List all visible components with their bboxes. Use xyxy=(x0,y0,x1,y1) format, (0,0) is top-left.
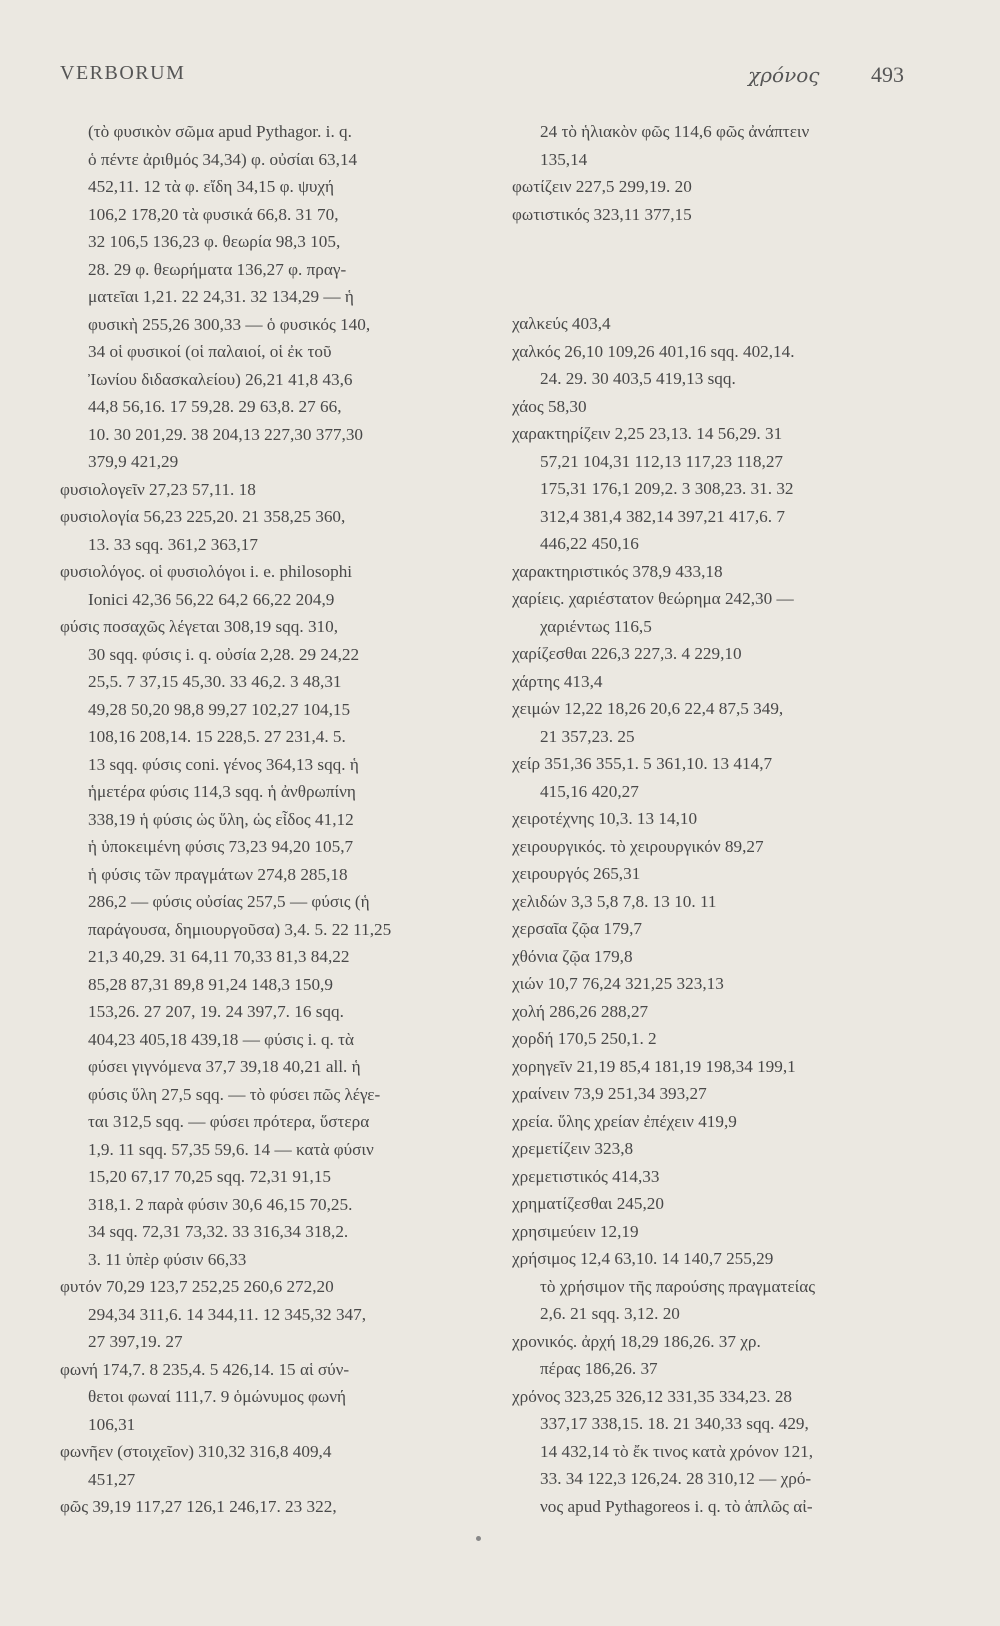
index-entry-line: φυτόν 70,29 123,7 252,25 260,6 272,20 xyxy=(60,1277,334,1296)
left-index-column xyxy=(60,118,480,1521)
index-continuation-line: ἡμετέρα φύσις 114,3 sqq. ἡ ἀνθρωπίνη xyxy=(88,782,356,801)
page-number: 493 xyxy=(871,62,904,87)
index-continuation-line: 34 οἱ φυσικοί (οἱ παλαιοί, οἱ ἐκ τοῦ xyxy=(88,342,332,361)
index-entry-line: χαρακτηρίζειν 2,25 23,13. 14 56,29. 31 xyxy=(512,424,783,443)
index-entry-line: χείρ 351,36 355,1. 5 361,10. 13 414,7 xyxy=(512,754,773,773)
index-entry-line: χρησιμεύειν 12,19 xyxy=(512,1221,639,1241)
index-continuation-line: φύσει γιγνόμενα 37,7 39,18 40,21 all. ἡ xyxy=(88,1057,361,1076)
index-continuation-line: 451,27 xyxy=(88,1469,136,1489)
index-continuation-line: φύσις ὕλη 27,5 sqq. — τὸ φύσει πῶς λέγε- xyxy=(88,1084,381,1104)
index-entry-line: χρήσιμος 12,4 63,10. 14 140,7 255,29 xyxy=(512,1249,774,1268)
index-continuation-line: 452,11. 12 τὰ φ. εἴδη 34,15 φ. ψυχή xyxy=(88,177,335,196)
index-continuation-line: 28. 29 φ. θεωρήματα 136,27 φ. πραγ- xyxy=(88,259,347,279)
index-entry-line: φυσιολογία 56,23 225,20. 21 358,25 360, xyxy=(60,507,346,526)
index-entry-line: φωνῆεν (στοιχεῖον) 310,32 316,8 409,4 xyxy=(60,1442,332,1461)
index-continuation-line: 13 sqq. φύσις coni. γένος 364,13 sqq. ἡ xyxy=(88,754,359,774)
index-continuation-line: 337,17 338,15. 18. 21 340,33 sqq. 429, xyxy=(540,1414,809,1433)
index-continuation-line: 379,9 421,29 xyxy=(88,452,179,471)
index-entry-line: χθόνια ζῷα 179,8 xyxy=(512,946,633,966)
index-continuation-line: πέρας 186,26. 37 xyxy=(540,1359,658,1378)
index-entry-line: χάος 58,30 xyxy=(512,396,587,416)
index-entry-line: χαλκός 26,10 109,26 401,16 sqq. 402,14. xyxy=(512,341,795,361)
index-continuation-line: 108,16 208,14. 15 228,5. 27 231,4. 5. xyxy=(88,727,346,746)
index-entry-line: χαρακτηριστικός 378,9 433,18 xyxy=(512,561,723,581)
index-continuation-line: 294,34 311,6. 14 344,11. 12 345,32 347, xyxy=(88,1304,367,1324)
index-continuation-line: 415,16 420,27 xyxy=(540,781,639,801)
index-entry-line: φῶς 39,19 117,27 126,1 246,17. 23 322, xyxy=(60,1497,337,1516)
right-index-column xyxy=(512,118,912,1520)
index-continuation-line: 33. 34 122,3 126,24. 28 310,12 — χρό- xyxy=(540,1469,812,1488)
index-entry-line: χελιδών 3,3 5,8 7,8. 13 10. 11 xyxy=(512,891,717,911)
index-continuation-line: 14 432,14 τὸ ἔκ τινος κατὰ χρόνον 121, xyxy=(540,1441,814,1461)
index-entry-line: χραίνειν 73,9 251,34 393,27 xyxy=(512,1084,707,1103)
index-continuation-line: 404,23 405,18 439,18 — φύσις i. q. τὰ xyxy=(88,1029,355,1049)
index-continuation-line: 32 106,5 136,23 φ. θεωρία 98,3 105, xyxy=(88,232,341,251)
index-continuation-line: 286,2 — φύσις οὐσίας 257,5 — φύσις (ἡ xyxy=(88,892,370,911)
index-continuation-line: 24 τὸ ἡλιακὸν φῶς 114,6 φῶς ἀνάπτειν xyxy=(540,122,810,141)
index-continuation-line: ἡ ὑποκειμένη φύσις 73,23 94,20 105,7 xyxy=(88,837,354,856)
index-continuation-line: 15,20 67,17 70,25 sqq. 72,31 91,15 xyxy=(88,1167,332,1186)
index-continuation-line: 27 397,19. 27 xyxy=(88,1332,183,1351)
index-continuation-line: ματεῖαι 1,21. 22 24,31. 32 134,29 — ἡ xyxy=(88,287,354,306)
index-entry-line: χειμών 12,22 18,26 20,6 22,4 87,5 349, xyxy=(512,699,784,718)
index-continuation-line: 3. 11 ὑπὲρ φύσιν 66,33 xyxy=(88,1249,247,1269)
index-entry-line: φωτιστικός 323,11 377,15 xyxy=(512,204,692,224)
index-continuation-line: 175,31 176,1 209,2. 3 308,23. 31. 32 xyxy=(540,479,794,498)
index-entry-line: φωνή 174,7. 8 235,4. 5 426,14. 15 αἱ σύν- xyxy=(60,1359,350,1379)
index-continuation-line: 34 sqq. 72,31 73,32. 33 316,34 318,2. xyxy=(88,1222,349,1241)
index-entry-line: χρεμετιστικός 414,33 xyxy=(512,1166,660,1186)
index-continuation-line: ται 312,5 sqq. — φύσει πρότερα, ὕστερα xyxy=(88,1112,370,1131)
index-continuation-line: 24. 29. 30 403,5 419,13 sqq. xyxy=(540,369,736,388)
index-entry-line: χειρουργικός. τὸ χειρουργικόν 89,27 xyxy=(512,836,764,856)
index-continuation-line: 338,19 ἡ φύσις ὡς ὕλη, ὡς εἶδος 41,12 xyxy=(88,809,354,829)
index-continuation-line: 49,28 50,20 98,8 99,27 102,27 104,15 xyxy=(88,699,351,719)
index-continuation-line: 85,28 87,31 89,8 91,24 148,3 150,9 xyxy=(88,974,333,994)
index-continuation-line: 10. 30 201,29. 38 204,13 227,30 377,30 xyxy=(88,424,363,444)
index-continuation-line: 446,22 450,16 xyxy=(540,534,639,553)
index-continuation-line: 1,9. 11 sqq. 57,35 59,6. 14 — κατὰ φύσιν xyxy=(88,1139,374,1159)
index-entry-line: χάρτης 413,4 xyxy=(512,671,603,691)
index-entry-line: χρεία. ὕλης χρείαν ἐπέχειν 419,9 xyxy=(512,1111,737,1131)
index-continuation-line: 135,14 xyxy=(540,149,588,169)
index-entry-line: χερσαῖα ζῷα 179,7 xyxy=(512,919,643,938)
index-entry-line: χρεμετίζειν 323,8 xyxy=(512,1139,634,1158)
index-entry-line: χολή 286,26 288,27 xyxy=(512,1001,649,1021)
index-continuation-line: 57,21 104,31 112,13 117,23 118,27 xyxy=(540,451,784,471)
index-continuation-line: 153,26. 27 207, 19. 24 397,7. 16 sqq. xyxy=(88,1002,344,1021)
running-head-right xyxy=(748,62,904,88)
index-continuation-line: Ionici 42,36 56,22 64,2 66,22 204,9 xyxy=(88,589,335,609)
running-headword: χρόνος xyxy=(748,63,820,87)
index-continuation-line: 106,2 178,20 τὰ φυσικά 66,8. 31 70, xyxy=(88,204,339,224)
index-continuation-line: 13. 33 sqq. 361,2 363,17 xyxy=(88,534,258,554)
index-entry-line: χορδή 170,5 250,1. 2 xyxy=(512,1029,657,1048)
index-entry-line: χειροτέχνης 10,3. 13 14,10 xyxy=(512,809,698,828)
right-column-top-block xyxy=(512,118,912,228)
index-continuation-line: (τὸ φυσικὸν σῶμα apud Pythagor. i. q. xyxy=(88,122,352,141)
index-entry-line: χαρίεις. χαριέστατον θεώρημα 242,30 — xyxy=(512,589,794,608)
index-continuation-line: 25,5. 7 37,15 45,30. 33 46,2. 3 48,31 xyxy=(88,672,342,691)
index-entry-line: χαλκεύς 403,4 xyxy=(512,314,611,333)
index-continuation-line: 318,1. 2 παρὰ φύσιν 30,6 46,15 70,25. xyxy=(88,1194,353,1214)
index-continuation-line: 21,3 40,29. 31 64,11 70,33 81,3 84,22 xyxy=(88,947,350,966)
index-continuation-line: τὸ χρήσιμον τῆς παρούσης πραγματείας xyxy=(540,1276,816,1296)
running-head-left: VERBORUM xyxy=(60,62,186,84)
index-continuation-line: ὁ πέντε ἀριθμός 34,34) φ. οὐσίαι 63,14 xyxy=(88,149,358,169)
page-speck xyxy=(476,1536,481,1541)
index-entry-line: χρονικός. ἀρχή 18,29 186,26. 37 χρ. xyxy=(512,1331,761,1351)
index-continuation-line: 21 357,23. 25 xyxy=(540,726,635,746)
index-continuation-line: χαριέντως 116,5 xyxy=(540,616,652,636)
index-entry-line: φύσις ποσαχῶς λέγεται 308,19 sqq. 310, xyxy=(60,617,339,636)
index-continuation-line: νος apud Pythagoreos i. q. τὸ ἁπλῶς αἰ- xyxy=(540,1496,813,1516)
index-entry-line: χειρουργός 265,31 xyxy=(512,864,641,883)
index-entry-line: χιών 10,7 76,24 321,25 323,13 xyxy=(512,974,724,993)
index-entry-line: χρηματίζεσθαι 245,20 xyxy=(512,1194,664,1213)
index-continuation-line: 44,8 56,16. 17 59,28. 29 63,8. 27 66, xyxy=(88,397,342,416)
index-continuation-line: παράγουσα, δημιουργοῦσα) 3,4. 5. 22 11,25 xyxy=(88,919,392,939)
index-entry-line: φωτίζειν 227,5 299,19. 20 xyxy=(512,177,692,196)
column-gap xyxy=(512,228,912,310)
index-entry-line: χορηγεῖν 21,19 85,4 181,19 198,34 199,1 xyxy=(512,1056,796,1076)
index-entry-line: χρόνος 323,25 326,12 331,35 334,23. 28 xyxy=(512,1386,793,1406)
index-entry-line: χαρίζεσθαι 226,3 227,3. 4 229,10 xyxy=(512,644,742,663)
index-continuation-line: Ἰωνίου διδασκαλείου) 26,21 41,8 43,6 xyxy=(88,369,353,389)
right-column-bottom-block xyxy=(512,310,912,1520)
index-continuation-line: 106,31 xyxy=(88,1414,136,1434)
index-continuation-line: ἡ φύσις τῶν πραγμάτων 274,8 285,18 xyxy=(88,864,348,884)
index-continuation-line: θετοι φωναί 111,7. 9 ὁμώνυμος φωνή xyxy=(88,1387,346,1406)
index-entry-line: φυσιολογεῖν 27,23 57,11. 18 xyxy=(60,479,256,499)
index-continuation-line: 312,4 381,4 382,14 397,21 417,6. 7 xyxy=(540,506,785,526)
index-entry-line: φυσιολόγος. οἱ φυσιολόγοι i. e. philosophi xyxy=(60,562,353,581)
index-continuation-line: φυσικὴ 255,26 300,33 — ὁ φυσικός 140, xyxy=(88,314,371,334)
index-continuation-line: 30 sqq. φύσις i. q. οὐσία 2,28. 29 24,22 xyxy=(88,644,360,664)
index-continuation-line: 2,6. 21 sqq. 3,12. 20 xyxy=(540,1304,680,1323)
